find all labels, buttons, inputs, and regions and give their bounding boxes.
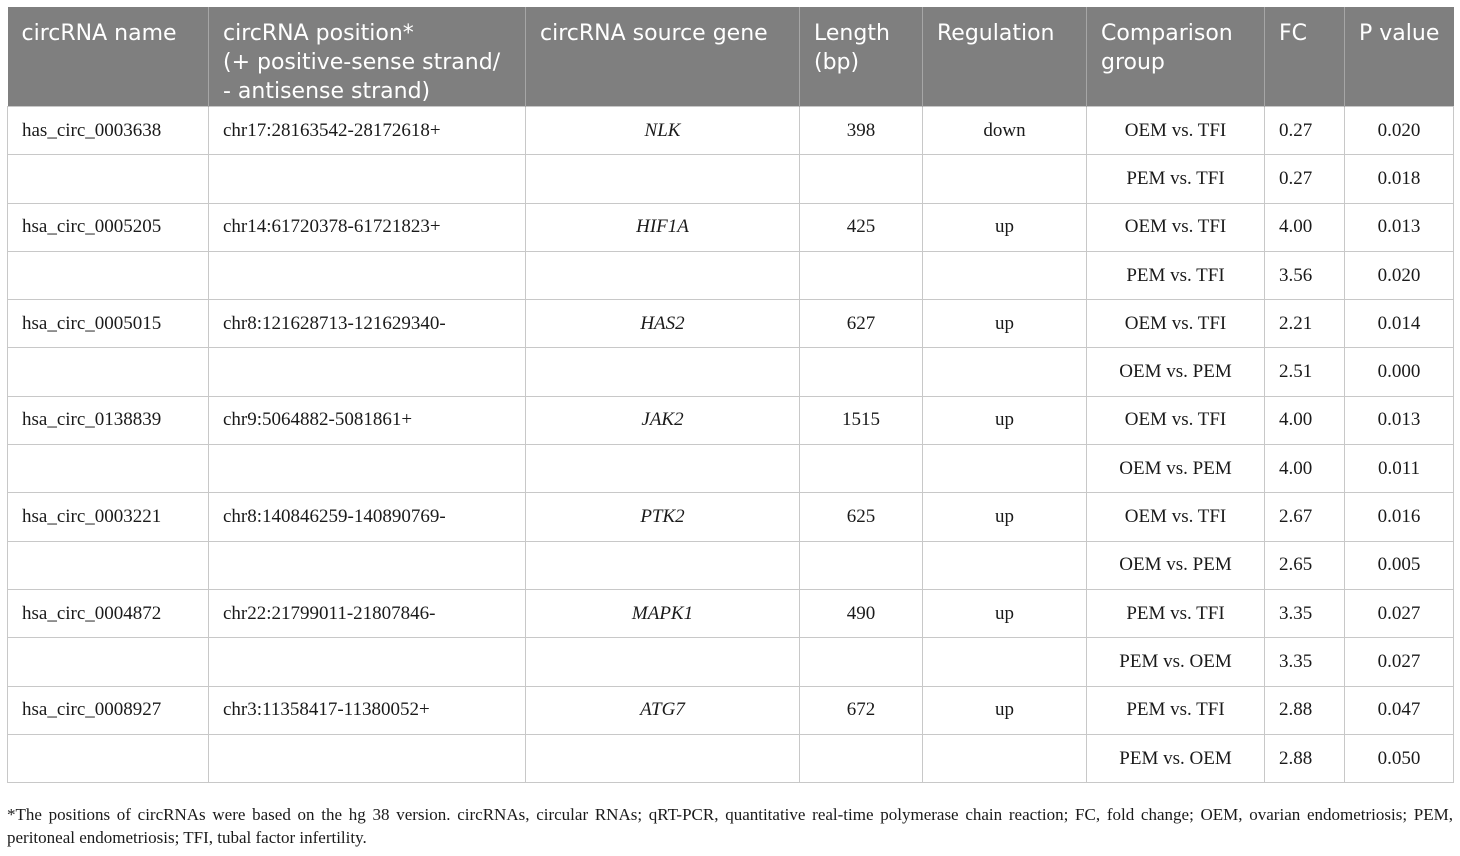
- cell-fc: 2.51: [1265, 348, 1345, 396]
- cell-source-gene: JAK2: [526, 396, 800, 444]
- cell-comparison-group: PEM vs. TFI: [1087, 251, 1265, 299]
- cell-comparison-group: PEM vs. TFI: [1087, 686, 1265, 734]
- cell-p-value: 0.027: [1345, 638, 1454, 686]
- cell-source-gene: [526, 638, 800, 686]
- cell-source-gene: NLK: [526, 107, 800, 155]
- table-footnote: *The positions of circRNAs were based on the hg 38 version. circRNAs, circular RNAs; qRT-PCR, quantitative real-time polymerase chain reaction; FC, fold change; OEM, ovarian endometriosis; PEM, peritoneal endometriosis; TFI, tubal factor infertility.: [7, 805, 1453, 847]
- cell-length: 398: [800, 107, 923, 155]
- cell-regulation: [923, 638, 1087, 686]
- cell-source-gene: [526, 541, 800, 589]
- header-length: Length (bp): [800, 7, 923, 107]
- cell-regulation: up: [923, 300, 1087, 348]
- cell-comparison-group: OEM vs. TFI: [1087, 493, 1265, 541]
- cell-p-value: 0.020: [1345, 107, 1454, 155]
- header-fc: FC: [1265, 7, 1345, 107]
- table-body: [8, 107, 1454, 783]
- table-row: [8, 107, 1454, 155]
- header-row: [8, 7, 1454, 107]
- cell-circrna-position: [209, 155, 526, 203]
- cell-length: [800, 734, 923, 782]
- cell-fc: 2.21: [1265, 300, 1345, 348]
- cell-fc: 2.65: [1265, 541, 1345, 589]
- cell-circrna-name: [8, 155, 209, 203]
- table-row: [8, 493, 1454, 541]
- cell-circrna-position: [209, 541, 526, 589]
- header-circrna-position: circRNA position* (+ positive-sense strand/ - antisense strand): [209, 7, 526, 107]
- cell-p-value: 0.014: [1345, 300, 1454, 348]
- cell-comparison-group: PEM vs. TFI: [1087, 589, 1265, 637]
- cell-p-value: 0.018: [1345, 155, 1454, 203]
- table-row: [8, 686, 1454, 734]
- cell-circrna-position: chr9:5064882-5081861+: [209, 396, 526, 444]
- cell-regulation: [923, 445, 1087, 493]
- cell-comparison-group: OEM vs. TFI: [1087, 396, 1265, 444]
- cell-circrna-name: [8, 638, 209, 686]
- circrna-table-container: [7, 7, 1453, 783]
- cell-length: [800, 348, 923, 396]
- table-row: [8, 300, 1454, 348]
- table-row: [8, 638, 1454, 686]
- cell-circrna-name: [8, 348, 209, 396]
- cell-comparison-group: PEM vs. OEM: [1087, 638, 1265, 686]
- cell-p-value: 0.020: [1345, 251, 1454, 299]
- cell-circrna-position: chr8:140846259-140890769-: [209, 493, 526, 541]
- table-row: [8, 348, 1454, 396]
- cell-length: 672: [800, 686, 923, 734]
- cell-circrna-position: [209, 638, 526, 686]
- cell-comparison-group: OEM vs. TFI: [1087, 203, 1265, 251]
- cell-length: [800, 155, 923, 203]
- table-row: [8, 251, 1454, 299]
- cell-circrna-position: chr14:61720378-61721823+: [209, 203, 526, 251]
- cell-comparison-group: OEM vs. PEM: [1087, 445, 1265, 493]
- cell-comparison-group: PEM vs. TFI: [1087, 155, 1265, 203]
- table-row: [8, 541, 1454, 589]
- header-p-value: P value: [1345, 7, 1454, 107]
- header-regulation: Regulation: [923, 7, 1087, 107]
- header-source-gene: circRNA source gene: [526, 7, 800, 107]
- cell-circrna-position: chr17:28163542-28172618+: [209, 107, 526, 155]
- table-row: [8, 155, 1454, 203]
- cell-regulation: up: [923, 493, 1087, 541]
- cell-length: 1515: [800, 396, 923, 444]
- cell-length: 425: [800, 203, 923, 251]
- cell-circrna-position: chr3:11358417-11380052+: [209, 686, 526, 734]
- header-circrna-name: circRNA name: [8, 7, 209, 107]
- cell-p-value: 0.047: [1345, 686, 1454, 734]
- cell-fc: 2.88: [1265, 734, 1345, 782]
- cell-comparison-group: OEM vs. TFI: [1087, 107, 1265, 155]
- table-row: [8, 734, 1454, 782]
- cell-length: 490: [800, 589, 923, 637]
- cell-length: [800, 638, 923, 686]
- header-comparison-group: Comparison group: [1087, 7, 1265, 107]
- table-row: [8, 203, 1454, 251]
- cell-source-gene: ATG7: [526, 686, 800, 734]
- cell-length: 627: [800, 300, 923, 348]
- cell-fc: 0.27: [1265, 107, 1345, 155]
- cell-p-value: 0.013: [1345, 203, 1454, 251]
- cell-circrna-position: chr22:21799011-21807846-: [209, 589, 526, 637]
- cell-source-gene: HAS2: [526, 300, 800, 348]
- cell-fc: 2.88: [1265, 686, 1345, 734]
- cell-circrna-name: [8, 541, 209, 589]
- cell-fc: 4.00: [1265, 445, 1345, 493]
- cell-source-gene: [526, 348, 800, 396]
- cell-fc: 4.00: [1265, 396, 1345, 444]
- cell-p-value: 0.013: [1345, 396, 1454, 444]
- cell-p-value: 0.050: [1345, 734, 1454, 782]
- cell-length: [800, 445, 923, 493]
- cell-regulation: [923, 734, 1087, 782]
- cell-p-value: 0.016: [1345, 493, 1454, 541]
- cell-fc: 0.27: [1265, 155, 1345, 203]
- cell-p-value: 0.027: [1345, 589, 1454, 637]
- cell-p-value: 0.005: [1345, 541, 1454, 589]
- cell-p-value: 0.011: [1345, 445, 1454, 493]
- table-header: [8, 7, 1454, 107]
- cell-circrna-name: [8, 251, 209, 299]
- cell-circrna-name: hsa_circ_0005015: [8, 300, 209, 348]
- cell-comparison-group: OEM vs. TFI: [1087, 300, 1265, 348]
- cell-circrna-name: hsa_circ_0138839: [8, 396, 209, 444]
- cell-circrna-name: hsa_circ_0004872: [8, 589, 209, 637]
- cell-source-gene: [526, 155, 800, 203]
- cell-comparison-group: OEM vs. PEM: [1087, 348, 1265, 396]
- cell-length: 625: [800, 493, 923, 541]
- cell-source-gene: [526, 734, 800, 782]
- cell-regulation: up: [923, 203, 1087, 251]
- cell-p-value: 0.000: [1345, 348, 1454, 396]
- cell-fc: 2.67: [1265, 493, 1345, 541]
- cell-fc: 3.35: [1265, 638, 1345, 686]
- cell-circrna-position: [209, 348, 526, 396]
- cell-circrna-position: [209, 445, 526, 493]
- cell-comparison-group: OEM vs. PEM: [1087, 541, 1265, 589]
- circrna-table: [7, 7, 1454, 783]
- cell-circrna-name: [8, 445, 209, 493]
- cell-circrna-position: [209, 251, 526, 299]
- cell-fc: 3.56: [1265, 251, 1345, 299]
- cell-regulation: [923, 348, 1087, 396]
- cell-source-gene: PTK2: [526, 493, 800, 541]
- cell-fc: 3.35: [1265, 589, 1345, 637]
- cell-length: [800, 251, 923, 299]
- cell-circrna-name: hsa_circ_0008927: [8, 686, 209, 734]
- cell-circrna-position: [209, 734, 526, 782]
- cell-circrna-name: hsa_circ_0005205: [8, 203, 209, 251]
- cell-circrna-name: [8, 734, 209, 782]
- cell-source-gene: HIF1A: [526, 203, 800, 251]
- table-row: [8, 589, 1454, 637]
- cell-length: [800, 541, 923, 589]
- cell-comparison-group: PEM vs. OEM: [1087, 734, 1265, 782]
- cell-regulation: up: [923, 396, 1087, 444]
- cell-fc: 4.00: [1265, 203, 1345, 251]
- cell-circrna-name: has_circ_0003638: [8, 107, 209, 155]
- cell-circrna-position: chr8:121628713-121629340-: [209, 300, 526, 348]
- table-row: [8, 396, 1454, 444]
- table-row: [8, 445, 1454, 493]
- cell-regulation: [923, 251, 1087, 299]
- cell-source-gene: [526, 251, 800, 299]
- cell-regulation: [923, 155, 1087, 203]
- cell-regulation: up: [923, 589, 1087, 637]
- cell-regulation: [923, 541, 1087, 589]
- cell-regulation: down: [923, 107, 1087, 155]
- cell-source-gene: MAPK1: [526, 589, 800, 637]
- cell-regulation: up: [923, 686, 1087, 734]
- cell-source-gene: [526, 445, 800, 493]
- cell-circrna-name: hsa_circ_0003221: [8, 493, 209, 541]
